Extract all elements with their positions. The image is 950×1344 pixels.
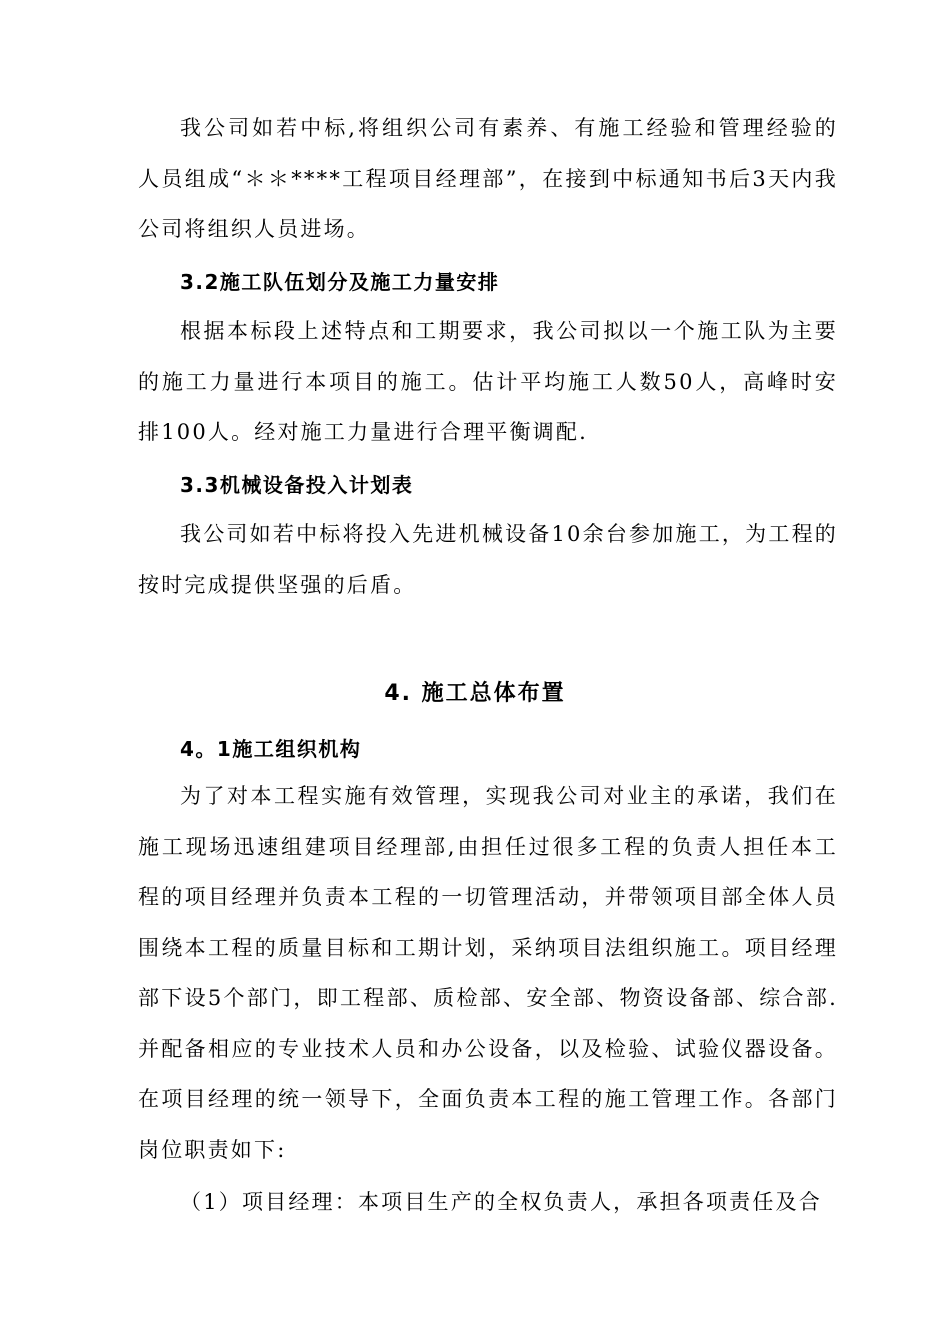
heading-4-1-organization: 4。1施工组织机构	[180, 737, 362, 761]
paragraph-project-manager-duty: （1）项目经理：本项目生产的全权负责人，承担各项责任及合	[180, 1190, 822, 1214]
paragraph-workforce: 根据本标段上述特点和工期要求，我公司拟以一个施工队为主要的施工力量进行本项目的施工。估计平均施工人数50人，高峰时安排100人。经对施工力量进行合理平衡调配.	[138, 319, 838, 444]
paragraph-organization-structure: 为了对本工程实施有效管理，实现我公司对业主的承诺，我们在施工现场迅速组建项目经理部,由担任过很多工程的负责人担任本工程的项目经理并负责本工程的一切管理活动，并带领项目部全体人员围绕本工程的质量目标和工期计划，采纳项目法组织施工。项目经理部下设5个部门，即工程部、质检部、安全部、物资设备部、综合部.并配备相应的专业技术人员和办公设备，以及检验、试验仪器设备。在项目经理的统一领导下，全面负责本工程的施工管理工作。各部门岗位职责如下:	[138, 784, 838, 1162]
paragraph-project-staffing: 我公司如若中标,将组织公司有素养、有施工经验和管理经验的人员组成“＊＊****工程项目经理部”，在接到中标通知书后3天内我公司将组织人员进场。	[138, 116, 838, 241]
heading-3-2-team-division: 3.2施工队伍划分及施工力量安排	[180, 270, 500, 294]
section-title-4-general-layout: 4. 施工总体布置	[384, 681, 566, 706]
paragraph-equipment: 我公司如若中标将投入先进机械设备10余台参加施工，为工程的按时完成提供坚强的后盾。	[138, 522, 838, 597]
heading-3-3-equipment-plan: 3.3机械设备投入计划表	[180, 473, 414, 497]
